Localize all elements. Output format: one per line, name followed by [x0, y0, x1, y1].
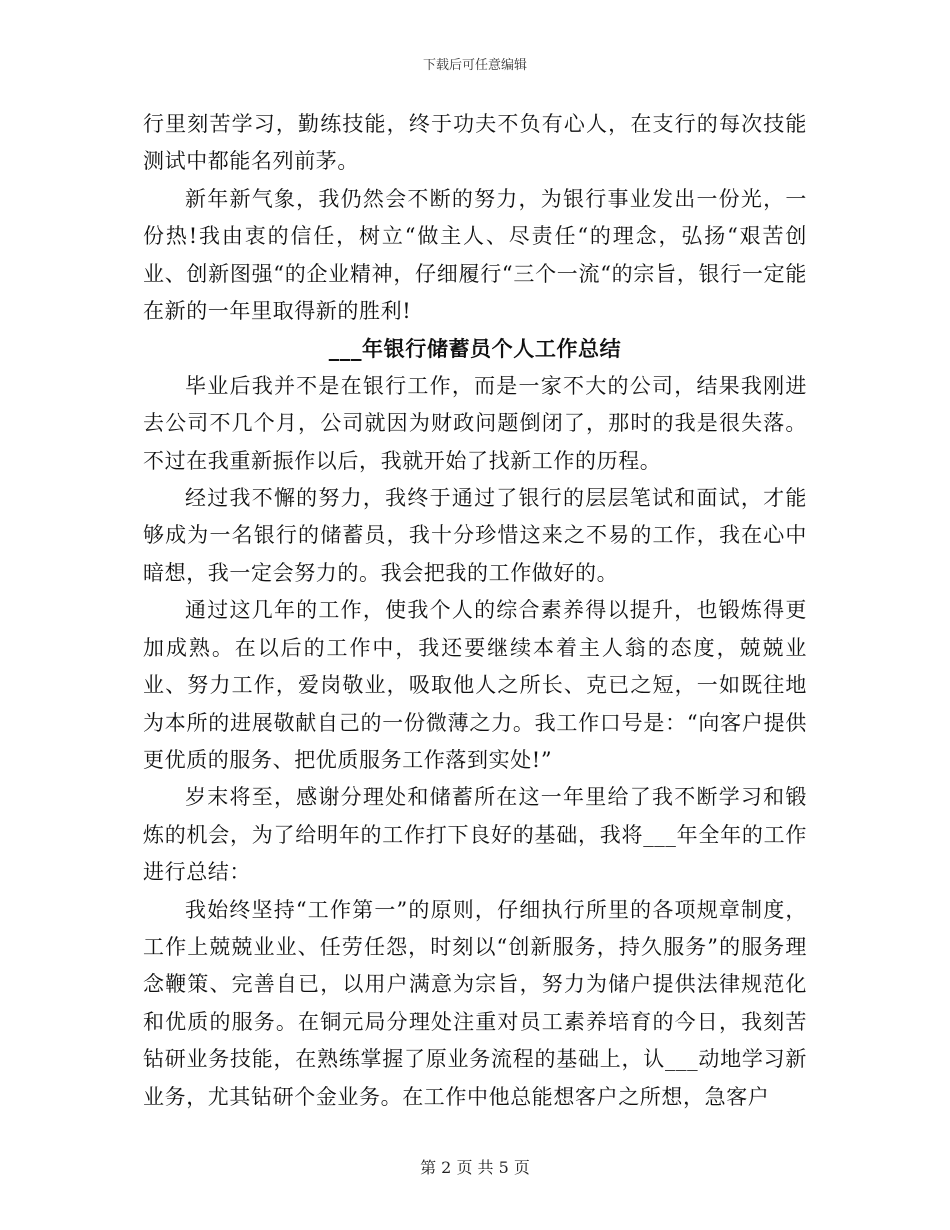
page-header: 下载后可任意编辑 — [422, 58, 527, 73]
paragraph: 岁末将至，感谢分理处和储蓄所在这一年里给了我不断学习和锻炼的机会，为了给明年的工作打下良好的基础，我将___年全年的工作进行总结： — [143, 785, 807, 885]
paragraph: 经过我不懈的努力，我终于通过了银行的层层笔试和面试，才能够成为一名银行的储蓄员，我十分珍惜这来之不易的工作，我在心中暗想，我一定会努力的。我会把我的工作做好的。 — [143, 486, 807, 585]
paragraph: 通过这几年的工作，使我个人的综合素养得以提升，也锻炼得更加成熟。在以后的工作中，我还要继续本着主人翁的态度，兢兢业业、努力工作，爱岗敬业，吸取他人之所长、克已之短，一如既往地为本所的进展敬献自己的一份微薄之力。我工作口号是：“向客户提供更优质的服务、把优质服务工作落到实处!” — [143, 598, 807, 772]
document-body — [143, 106, 807, 1116]
paragraph: 我始终坚持“工作第一”的原则，仔细执行所里的各项规章制度，工作上兢兢业业、任劳任怨，时刻以“创新服务，持久服务”的服务理念鞭策、完善自已，以用户满意为宗旨，努力为储户提供法律规范化和优质的服务。在铜元局分理处注重对员工素养培育的今日，我刻苦钻研业务技能，在熟练掌握了原业务流程的基础上，认___动地学习新业务，尤其钻研个金业务。在工作中他总能想客户之所想，急客户 — [143, 897, 807, 1109]
paragraph: 新年新气象，我仍然会不断的努力，为银行事业发出一份光，一份热!我由衷的信任，树立“做主人、尽责任“的理念，弘扬“艰苦创业、创新图强“的企业精神，仔细履行“三个一流“的宗旨，银行一定能在新的一年里取得新的胜利! — [143, 186, 807, 324]
section-title: ___年银行储蓄员个人工作总结 — [328, 336, 622, 362]
page-footer: 第 2 页 共 5 页 — [420, 1158, 530, 1177]
paragraph-continued: 行里刻苦学习，勤练技能，终于功夫不负有心人，在支行的每次技能测试中都能名列前茅。 — [143, 112, 807, 174]
paragraph: 毕业后我并不是在银行工作，而是一家不大的公司，结果我刚进去公司不几个月，公司就因为财政问题倒闭了，那时的我是很失落。不过在我重新振作以后，我就开始了找新工作的历程。 — [143, 373, 807, 473]
